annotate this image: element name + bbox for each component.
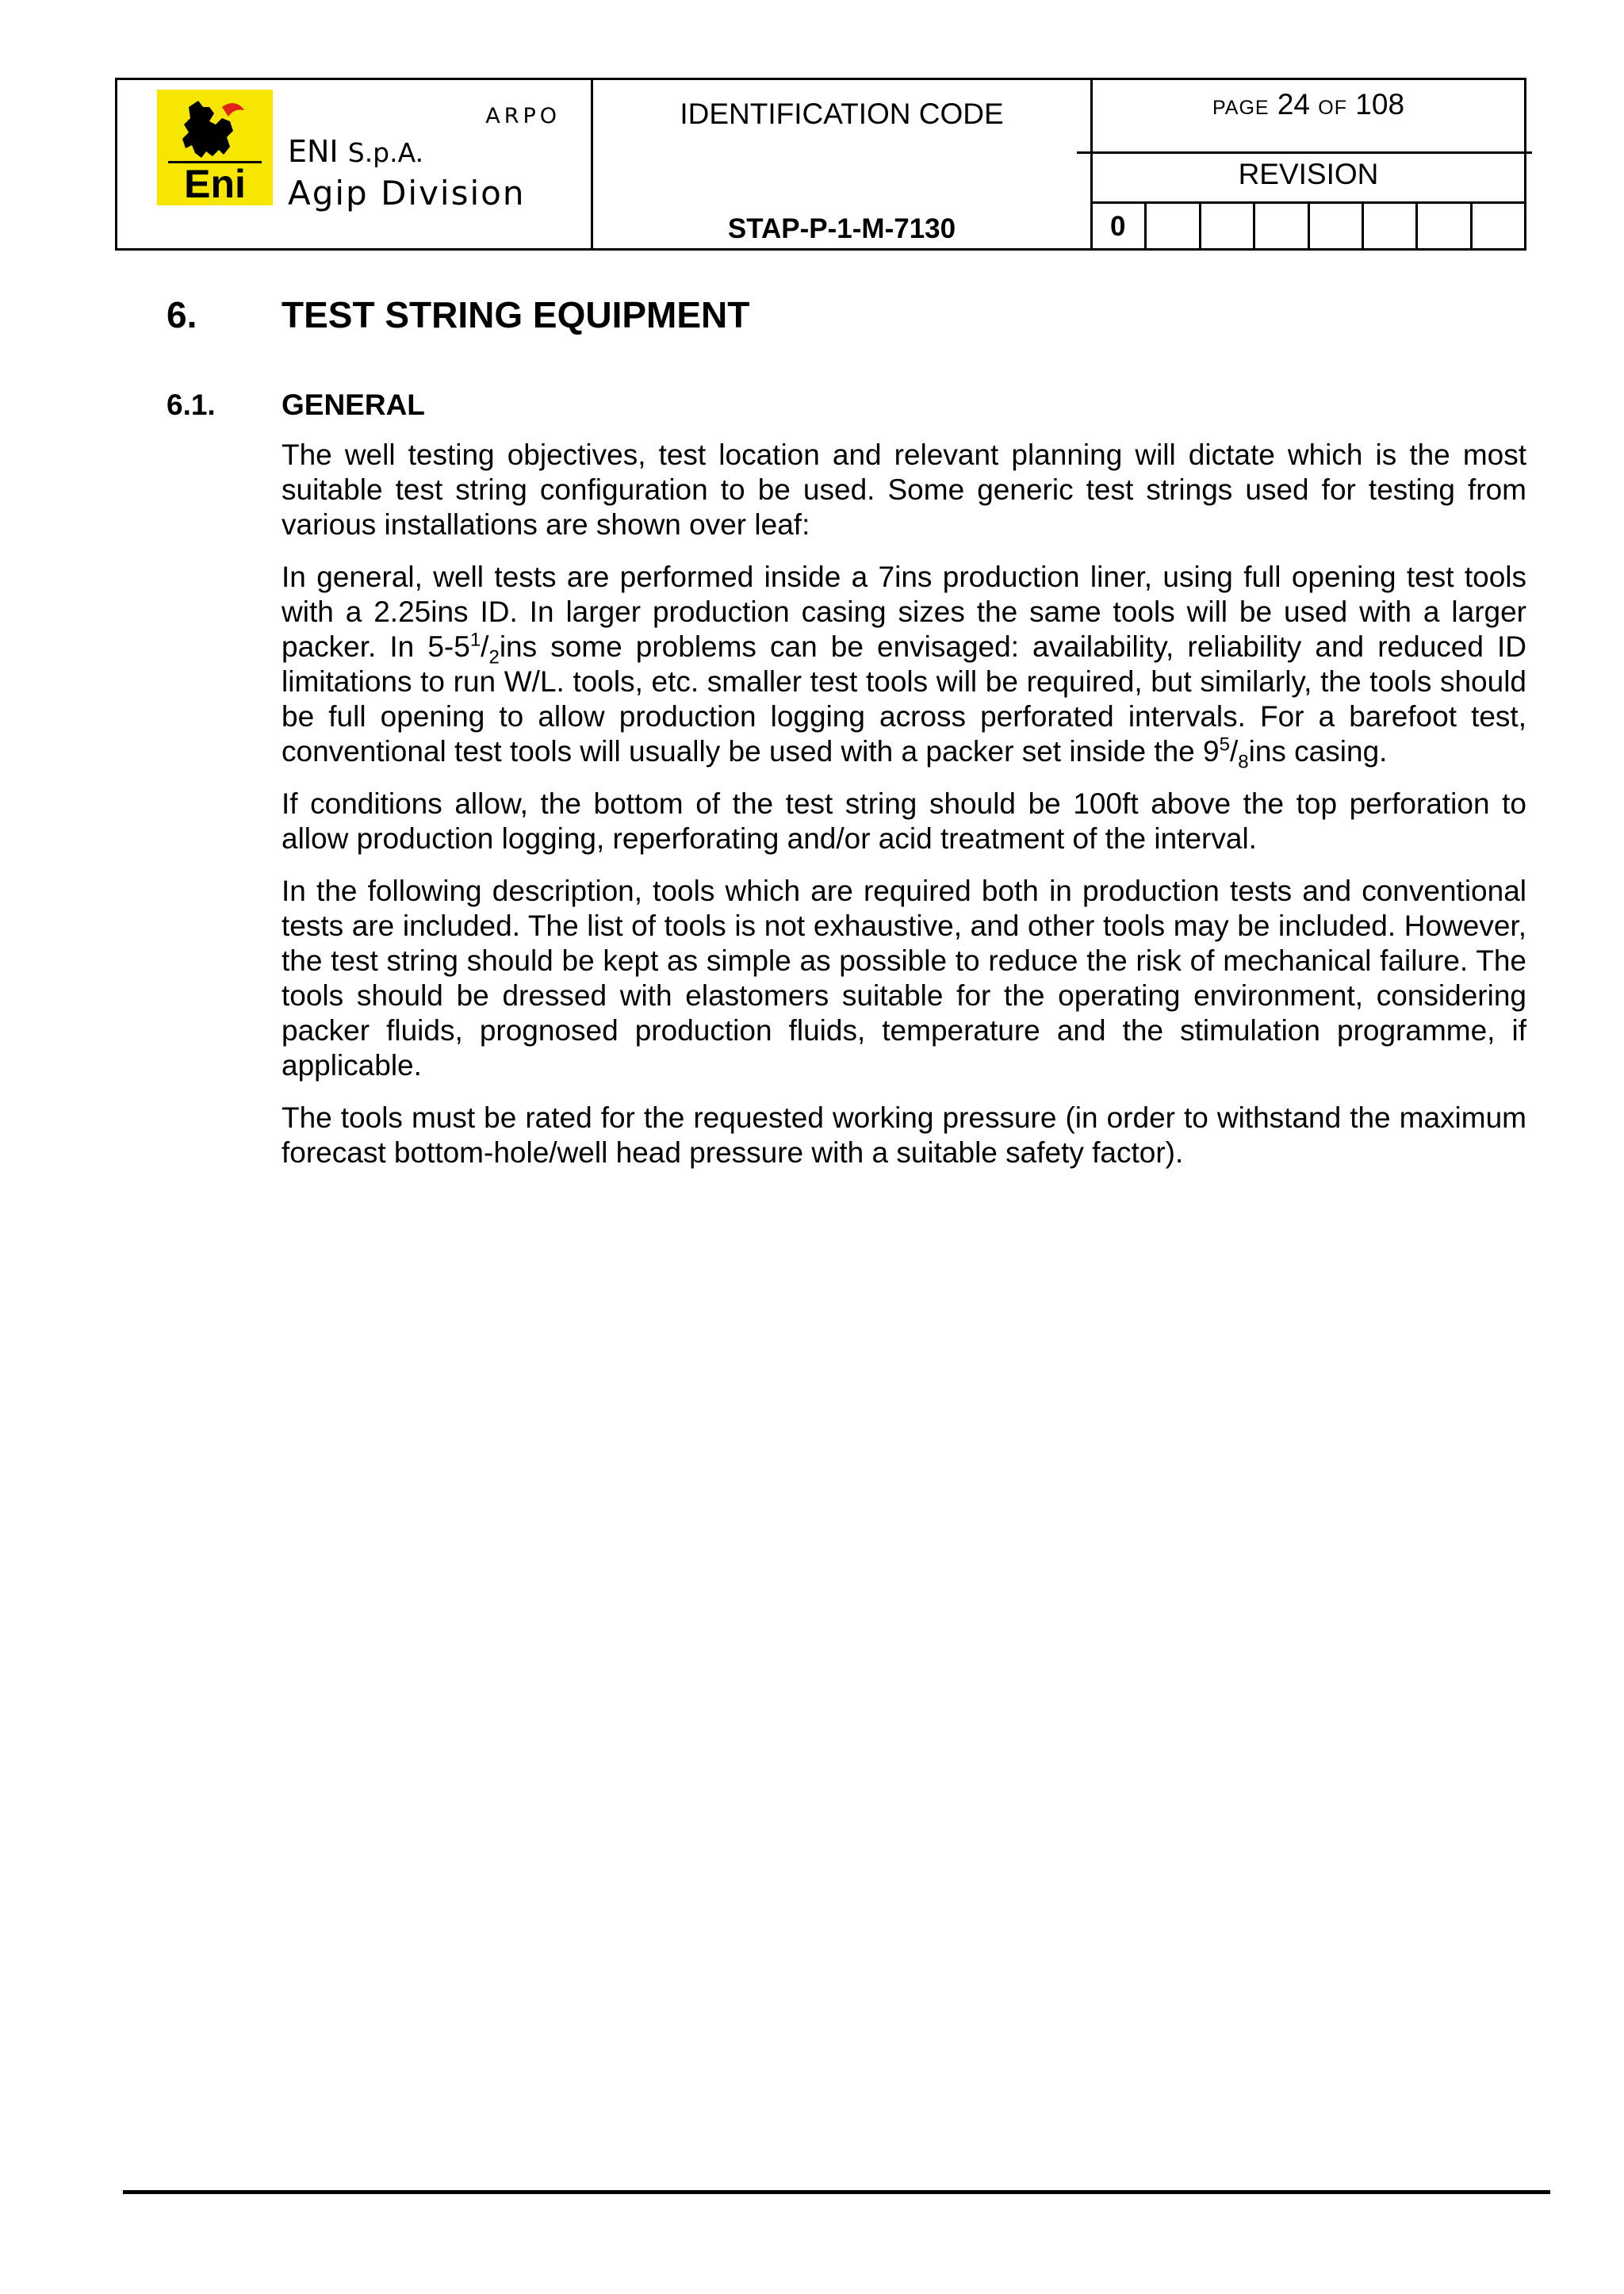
company-cell: [117, 80, 593, 248]
revision-cell: [1199, 204, 1253, 248]
revision-cell: [1470, 204, 1524, 248]
paragraph: The well testing objectives, test location and relevant planning will dictate which is the most suitable test string configuration to be used. Some generic test strings used for testing from various installations are shown over leaf:: [282, 439, 1526, 541]
section-title: TEST STRING EQUIPMENT: [282, 294, 750, 335]
paragraph: In the following description, tools which are required both in production tests and conventional tests are included. The list of tools is not exhaustive, and other tools may be included. However, the test string should be kept as simple as possible to reduce the risk of mechanical failure. The tools should be dressed with elastomers suitable for the operating environment, considering packer fluids, prognosed production fluids, temperature and the stimulation programme, if applicable.: [282, 875, 1526, 1082]
company-name: ENI S.p.A.: [288, 134, 424, 169]
revision-cell: [1308, 204, 1362, 248]
divider: [1077, 151, 1532, 154]
document-header: [115, 78, 1526, 251]
revision-cell: [1144, 204, 1198, 248]
paragraph: If conditions allow, the bottom of the test string should be 100ft above the top perforation to allow production logging, reperforating and/or acid treatment of the interval.: [282, 787, 1526, 855]
paragraph: The tools must be rated for the requested working pressure (in order to withstand the maximum forecast bottom-hole/well head pressure with a suitable safety factor).: [282, 1101, 1526, 1169]
eni-logo: [157, 90, 273, 205]
revision-cell: [1253, 204, 1307, 248]
svg-text:Eni: Eni: [184, 162, 246, 205]
revision-cell: [1415, 204, 1469, 248]
paragraph: In general, well tests are performed inside a 7ins production liner, using full opening test tools with a 2.25ins ID. In larger production casing sizes the same tools will be used with a larger packer. In $5-5^1/_2ins$ some problems can be envisaged: availability, reliability and reduced ID limitations to run W/L. tools, etc. smaller test tools will be required, but similarly, the tools should be full opening to allow production logging across perforated intervals. For a barefoot test, conventional test tools will usually be used with a packer set inside the $9^5/_8ins$ casing.: [282, 561, 1527, 773]
division-name: Agip Division: [288, 174, 526, 213]
footer-rule: [123, 2190, 1550, 2194]
revision-label: REVISION: [1238, 158, 1379, 190]
arpo-label: ARPO: [485, 104, 561, 128]
identification-label: IDENTIFICATION CODE: [680, 98, 1004, 130]
revision-cells: [1093, 204, 1524, 248]
identification-code: STAP-P-1-M-7130: [727, 213, 956, 244]
six-legged-dog-icon: [157, 90, 273, 205]
page-number: PAGE 24 OF 108: [1212, 88, 1405, 121]
section-number: 6.: [167, 294, 197, 335]
subsection-number: 6.1.: [167, 389, 216, 421]
revision-cell: [1362, 204, 1415, 248]
subsection-title: GENERAL: [282, 389, 425, 421]
body-text: [282, 438, 1526, 1188]
page-revision-cell: [1093, 80, 1524, 248]
revision-cell: 0: [1110, 211, 1126, 242]
identification-cell: [593, 80, 1093, 248]
